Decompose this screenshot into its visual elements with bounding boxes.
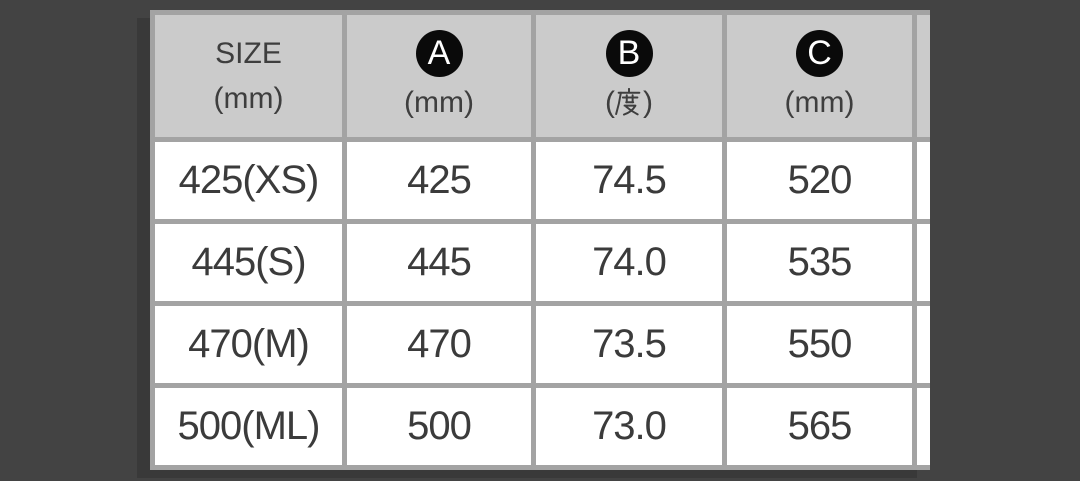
a-cell: 500	[345, 386, 534, 468]
a-column-unit: (mm)	[404, 86, 474, 119]
c-column-unit: (mm)	[784, 86, 855, 119]
size-spec-table	[150, 10, 930, 470]
size-column-unit: (mm)	[213, 81, 284, 115]
column-header-size	[153, 13, 345, 140]
b-column-unit: ( )	[605, 86, 653, 119]
size-column-label: SIZE	[215, 36, 282, 70]
a-cell: 445	[345, 222, 534, 304]
clipped-cell	[915, 304, 931, 386]
c-cell: 550	[725, 304, 915, 386]
size-cell: 445(S)	[153, 222, 345, 304]
size-spec-table-viewport	[150, 10, 930, 470]
b-cell: 73.5	[534, 304, 725, 386]
c-cell: 565	[725, 386, 915, 468]
c-cell: 520	[725, 140, 915, 222]
b-cell: 73.0	[534, 386, 725, 468]
clipped-cell	[915, 140, 931, 222]
b-badge-icon: B	[606, 30, 653, 77]
c-cell: 535	[725, 222, 915, 304]
b-cell: 74.0	[534, 222, 725, 304]
column-header-c	[725, 13, 915, 140]
a-badge-icon: A	[416, 30, 463, 77]
b-cell: 74.5	[534, 140, 725, 222]
a-cell: 425	[345, 140, 534, 222]
table-row	[153, 386, 931, 468]
c-badge-icon: C	[796, 30, 843, 77]
table-row	[153, 304, 931, 386]
table-row	[153, 140, 931, 222]
column-header-clipped	[915, 13, 931, 140]
column-header-b	[534, 13, 725, 140]
header-row	[153, 13, 931, 140]
a-cell: 470	[345, 304, 534, 386]
table-row	[153, 222, 931, 304]
size-cell: 500(ML)	[153, 386, 345, 468]
clipped-cell	[915, 386, 931, 468]
clipped-cell	[915, 222, 931, 304]
size-cell: 470(M)	[153, 304, 345, 386]
column-header-a	[345, 13, 534, 140]
size-cell: 425(XS)	[153, 140, 345, 222]
